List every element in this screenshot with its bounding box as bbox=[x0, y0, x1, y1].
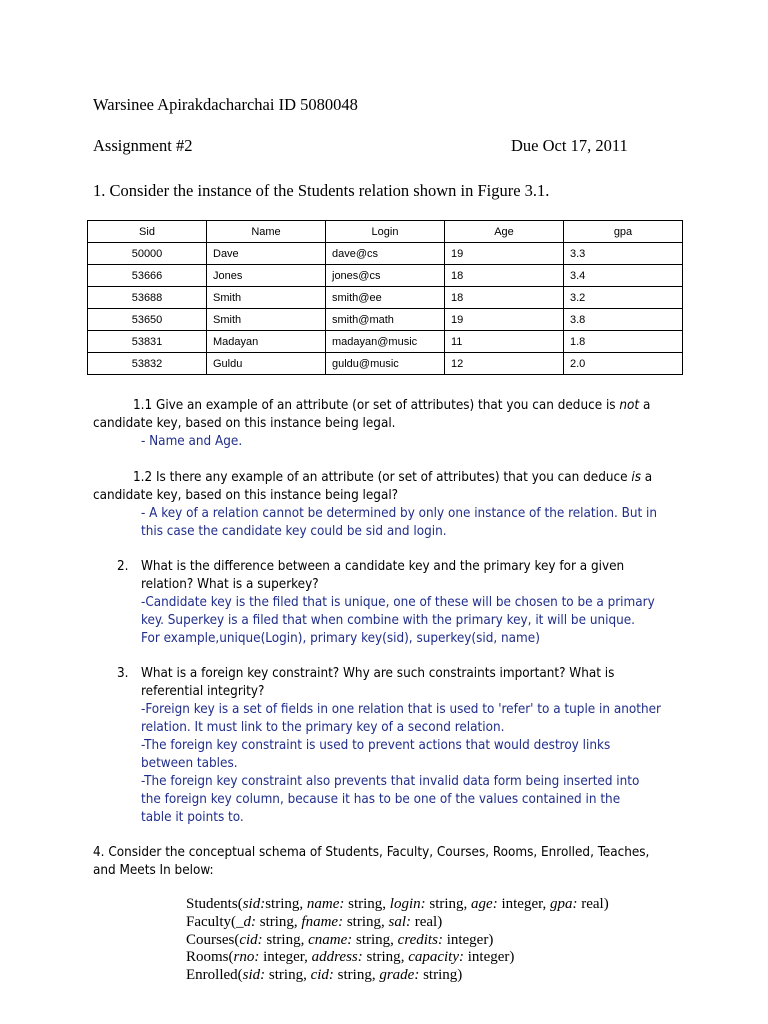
table-cell: 19 bbox=[445, 309, 564, 331]
table-cell: 53688 bbox=[88, 287, 207, 309]
answer-2-line-2: key. Superkey is a filed that when combine with the primary key, it will be unique. bbox=[141, 613, 635, 628]
schema-courses: Courses(cid: string, cname: string, credits: integer) bbox=[186, 931, 494, 948]
table-cell: 53650 bbox=[88, 309, 207, 331]
question-1-title: 1. Consider the instance of the Students relation shown in Figure 3.1. bbox=[93, 181, 550, 200]
table-cell: 18 bbox=[445, 287, 564, 309]
answer-3-line-1: -Foreign key is a set of fields in one relation that is used to 'refer' to a tuple in another bbox=[141, 702, 661, 717]
table-cell: 12 bbox=[445, 353, 564, 375]
table-cell: Guldu bbox=[207, 353, 326, 375]
table-cell: 3.2 bbox=[564, 287, 683, 309]
table-cell: 3.3 bbox=[564, 243, 683, 265]
answer-3-line-5: -The foreign key constraint also prevents that invalid data form being inserted into bbox=[141, 774, 640, 789]
table-cell: 1.8 bbox=[564, 331, 683, 353]
emphasis-text: is bbox=[631, 470, 641, 485]
answer-3-line-6: the foreign key column, because it has to be one of the values contained in the bbox=[141, 792, 621, 807]
question-1-1-line-1 bbox=[133, 397, 650, 415]
table-cell: Smith bbox=[207, 287, 326, 309]
question-2-line-2: relation? What is a superkey? bbox=[141, 577, 319, 592]
question-4-line-1: 4. Consider the conceptual schema of Students, Faculty, Courses, Rooms, Enrolled, Teaches, bbox=[93, 845, 650, 860]
column-header: Login bbox=[326, 221, 445, 243]
column-header: gpa bbox=[564, 221, 683, 243]
due-date: Due Oct 17, 2011 bbox=[511, 136, 628, 155]
table-cell: madayan@music bbox=[326, 331, 445, 353]
question-text: 1.2 Is there any example of an attribute (or set of attributes) that you can deduce bbox=[133, 470, 632, 485]
column-header: Name bbox=[207, 221, 326, 243]
table-row bbox=[88, 287, 683, 309]
column-header: Sid bbox=[88, 221, 207, 243]
schema-students: Students(sid:string, name: string, login: string, age: integer, gpa: real) bbox=[186, 896, 609, 912]
answer-3-line-2: relation. It must link to the primary key of a second relation. bbox=[141, 720, 505, 735]
author-line: Warsinee Apirakdacharchai ID 5080048 bbox=[93, 95, 358, 114]
question-text: a bbox=[640, 470, 653, 485]
table-cell: 3.4 bbox=[564, 265, 683, 287]
question-2-line-1: What is the difference between a candidate key and the primary key for a given bbox=[141, 559, 625, 574]
table-row bbox=[88, 243, 683, 265]
table-cell: Dave bbox=[207, 243, 326, 265]
table-cell: smith@ee bbox=[326, 287, 445, 309]
column-header: Age bbox=[445, 221, 564, 243]
answer-3-line-3: -The foreign key constraint is used to prevent actions that would destroy links bbox=[141, 738, 611, 753]
table-cell: Jones bbox=[207, 265, 326, 287]
schema-list bbox=[186, 896, 609, 985]
table-header-row bbox=[88, 221, 683, 243]
answer-2-line-1: -Candidate key is the filed that is unique, one of these will be chosen to be a primary bbox=[141, 595, 655, 610]
table-cell: 53832 bbox=[88, 353, 207, 375]
answer-1-2-line-2: this case the candidate key could be sid and login. bbox=[141, 524, 447, 539]
question-3-number: 3. bbox=[117, 666, 129, 681]
table-cell: smith@math bbox=[326, 309, 445, 331]
schema-faculty: Faculty(_d: string, fname: string, sal: real) bbox=[186, 913, 443, 930]
schema-rooms: Rooms(rno: integer, address: string, capacity: integer) bbox=[186, 949, 515, 966]
table-row bbox=[88, 265, 683, 287]
question-2-number: 2. bbox=[117, 559, 129, 574]
table-row bbox=[88, 331, 683, 353]
question-text: a bbox=[639, 398, 651, 413]
table-cell: 11 bbox=[445, 331, 564, 353]
answer-3-line-7: table it points to. bbox=[141, 810, 244, 825]
students-table bbox=[87, 220, 683, 375]
table-cell: Smith bbox=[207, 309, 326, 331]
question-3-line-1: What is a foreign key constraint? Why are such constraints important? What is bbox=[141, 666, 615, 681]
table-cell: Madayan bbox=[207, 331, 326, 353]
table-cell: guldu@music bbox=[326, 353, 445, 375]
table-row bbox=[88, 353, 683, 375]
assignment-title: Assignment #2 bbox=[93, 136, 193, 155]
question-1-2-line-1 bbox=[133, 469, 652, 487]
emphasis-text: not bbox=[619, 398, 640, 413]
answer-3-line-4: between tables. bbox=[141, 756, 238, 771]
question-text: 1.1 Give an example of an attribute (or set of attributes) that you can deduce is bbox=[133, 398, 620, 413]
table-cell: 53666 bbox=[88, 265, 207, 287]
question-3-line-2: referential integrity? bbox=[141, 684, 265, 699]
question-4-line-2: and Meets In below: bbox=[93, 863, 214, 878]
table-cell: 3.8 bbox=[564, 309, 683, 331]
table-cell: 50000 bbox=[88, 243, 207, 265]
table-cell: 18 bbox=[445, 265, 564, 287]
table-cell: 19 bbox=[445, 243, 564, 265]
question-1-1-line-2: candidate key, based on this instance being legal. bbox=[93, 416, 396, 431]
question-1-2-line-2: candidate key, based on this instance being legal? bbox=[93, 488, 399, 503]
answer-1-2-line-1: - A key of a relation cannot be determined by only one instance of the relation. But in bbox=[141, 506, 658, 521]
schema-enrolled: Enrolled(sid: string, cid: string, grade: string) bbox=[186, 967, 463, 984]
table-cell: dave@cs bbox=[326, 243, 445, 265]
table-row bbox=[88, 309, 683, 331]
answer-1-1: - Name and Age. bbox=[141, 434, 243, 449]
table-cell: jones@cs bbox=[326, 265, 445, 287]
answer-2-line-3: For example,unique(Login), primary key(sid), superkey(sid, name) bbox=[141, 631, 540, 646]
table-cell: 53831 bbox=[88, 331, 207, 353]
table-cell: 2.0 bbox=[564, 353, 683, 375]
